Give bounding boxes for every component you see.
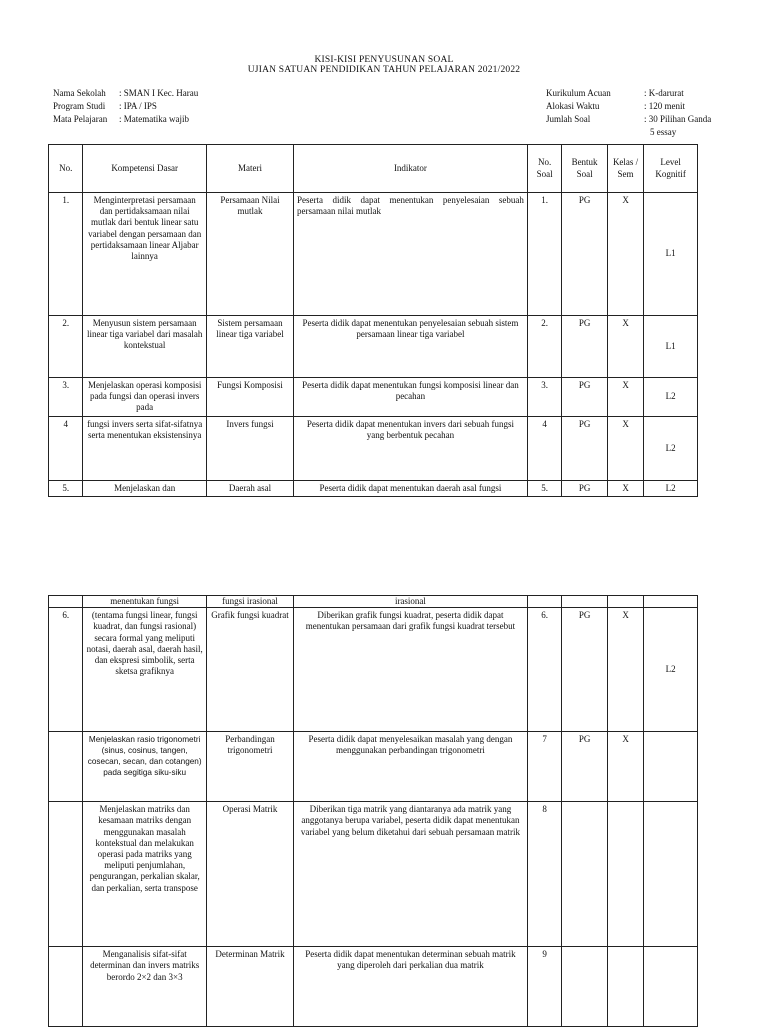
table-row bbox=[49, 416, 698, 480]
cell-nosoal: 9 bbox=[527, 947, 561, 1027]
cell-nosoal: 1. bbox=[527, 193, 561, 316]
cell-indikator: Peserta didik dapat menentukan invers dari sebuah fungsi yang berbentuk pecahan bbox=[294, 416, 528, 480]
info-value: : K-darurat bbox=[644, 88, 684, 98]
info-label bbox=[546, 127, 642, 138]
info-left bbox=[51, 86, 200, 127]
cell-no bbox=[49, 596, 83, 608]
doc-title-1: KISI-KISI PENYUSUNAN SOAL bbox=[314, 55, 454, 65]
cell-kd: fungsi invers serta sifat-sifatnya serta menentukan eksistensinya bbox=[83, 416, 207, 480]
cell-no: 6. bbox=[49, 608, 83, 732]
cell-materi: Sistem persamaan linear tiga variabel bbox=[206, 316, 293, 378]
cell-bentuk bbox=[562, 596, 608, 608]
table-row-continuation bbox=[49, 596, 698, 608]
col-header-no: No. bbox=[49, 145, 83, 193]
table-row bbox=[49, 802, 698, 947]
cell-no: 4 bbox=[49, 416, 83, 480]
cell-materi: Operasi Matrik bbox=[206, 802, 293, 947]
table-row bbox=[49, 480, 698, 496]
col-header-nosoal: No. Soal bbox=[527, 145, 561, 193]
cell-indikator: Peserta didik dapat menentukan penyelesaian sebuah persamaan nilai mutlak bbox=[294, 193, 528, 316]
cell-kd: Menyusun sistem persamaan linear tiga variabel dari masalah kontekstual bbox=[83, 316, 207, 378]
cell-indikator: Peserta didik dapat menyelesaikan masalah yang dengan menggunakan perbandingan trigonometri bbox=[294, 732, 528, 802]
cell-bentuk: PG bbox=[562, 316, 608, 378]
cell-materi: fungsi irasional bbox=[206, 596, 293, 608]
cell-materi: Perbandingan trigonometri bbox=[206, 732, 293, 802]
doc-title-2: UJIAN SATUAN PENDIDIKAN TAHUN PELAJARAN 2021/2022 bbox=[247, 65, 521, 75]
table-row bbox=[49, 732, 698, 802]
cell-indikator: Peserta didik dapat menentukan fungsi komposisi linear dan pecahan bbox=[294, 378, 528, 417]
cell-no: 5. bbox=[49, 480, 83, 496]
cell-kelas: X bbox=[607, 480, 643, 496]
cell-level bbox=[644, 596, 698, 608]
cell-materi: Grafik fungsi kuadrat bbox=[206, 608, 293, 732]
cell-level: L2 bbox=[644, 378, 698, 417]
col-header-bentuk: Bentuk Soal bbox=[562, 145, 608, 193]
cell-indikator: Diberikan tiga matrik yang diantaranya ada matrik yang anggotanya berupa variabel, peserta didik dapat menentukan variabel yang belum diketahui dari sebuah persamaan matrik bbox=[294, 802, 528, 947]
info-label: Kurikulum Acuan bbox=[546, 88, 611, 98]
cell-level: L2 bbox=[644, 416, 698, 480]
cell-kd: Menjelaskan matriks dan kesamaan matriks dengan menggunakan masalah kontekstual dan melakukan operasi pada matriks yang meliputi penjumlahan, pengurangan, perkalian skalar, dan perkalian, serta transpose bbox=[83, 802, 207, 947]
cell-bentuk: PG bbox=[562, 732, 608, 802]
cell-materi: Persamaan Nilai mutlak bbox=[206, 193, 293, 316]
cell-materi: Determinan Matrik bbox=[206, 947, 293, 1027]
cell-materi: Daerah asal bbox=[206, 480, 293, 496]
cell-materi: Fungsi Komposisi bbox=[206, 378, 293, 417]
cell-bentuk: PG bbox=[562, 193, 608, 316]
cell-level: L2 bbox=[644, 480, 698, 496]
cell-nosoal: 3. bbox=[527, 378, 561, 417]
cell-indikator: Peserta didik dapat menentukan daerah asal fungsi bbox=[294, 480, 528, 496]
cell-nosoal: 4 bbox=[527, 416, 561, 480]
cell-kd: (tentama fungsi linear, fungsi kuadrat, dan fungsi rasional) secara formal yang meliputi notasi, daerah asal, daerah hasil, dan ekspresi simbolik, serta sketsa grafiknya bbox=[83, 608, 207, 732]
cell-level bbox=[644, 802, 698, 947]
cell-indikator: Peserta didik dapat menentukan determinan sebuah matrik yang diperoleh dari perkalian dua matrik bbox=[294, 947, 528, 1027]
table-row bbox=[49, 947, 698, 1027]
cell-kd: Menjelaskan operasi komposisi pada fungsi dan operasi invers pada bbox=[83, 378, 207, 417]
table-row bbox=[49, 316, 698, 378]
cell-indikator: irasional bbox=[294, 596, 528, 608]
cell-no bbox=[49, 947, 83, 1027]
table-row bbox=[49, 378, 698, 417]
kisi-table-page1 bbox=[48, 144, 698, 497]
cell-kelas: X bbox=[607, 416, 643, 480]
cell-kelas: X bbox=[607, 608, 643, 732]
info-label: Nama Sekolah bbox=[53, 88, 106, 98]
cell-bentuk: PG bbox=[562, 480, 608, 496]
cell-level bbox=[644, 947, 698, 1027]
cell-kelas bbox=[607, 596, 643, 608]
cell-no: 2. bbox=[49, 316, 83, 378]
table-row bbox=[49, 608, 698, 732]
cell-kd: Menjelaskan rasio trigonometri (sinus, cosinus, tangen, cosecan, secan, dan cotangen) pada segitiga siku-siku bbox=[83, 732, 207, 802]
cell-level: L2 bbox=[644, 608, 698, 732]
cell-indikator: Diberikan grafik fungsi kuadrat, peserta didik dapat menentukan persamaan dari grafik fungsi kuadrat tersebut bbox=[294, 608, 528, 732]
info-right bbox=[544, 86, 713, 140]
cell-no: 3. bbox=[49, 378, 83, 417]
cell-level: L1 bbox=[644, 316, 698, 378]
info-value: : IPA / IPS bbox=[119, 101, 157, 111]
cell-nosoal: 7 bbox=[527, 732, 561, 802]
cell-no: 1. bbox=[49, 193, 83, 316]
cell-nosoal: 6. bbox=[527, 608, 561, 732]
cell-no bbox=[49, 732, 83, 802]
cell-kelas bbox=[607, 947, 643, 1027]
cell-bentuk bbox=[562, 947, 608, 1027]
table-header-row bbox=[49, 145, 698, 193]
cell-kelas: X bbox=[607, 193, 643, 316]
cell-indikator: Peserta didik dapat menentukan penyelesaian sebuah sistem persamaan linear tiga variabel bbox=[294, 316, 528, 378]
cell-kd: Menjelaskan dan bbox=[83, 480, 207, 496]
cell-kd: Menganalisis sifat-sifat determinan dan invers matriks berordo 2×2 dan 3×3 bbox=[83, 947, 207, 1027]
col-header-materi: Materi bbox=[206, 145, 293, 193]
info-value: : Matematika wajib bbox=[119, 114, 189, 124]
cell-nosoal bbox=[527, 596, 561, 608]
cell-kd: Menginterpretasi persamaan dan pertidaksamaan nilai mutlak dari bentuk linear satu variabel dengan persamaan dan pertidaksamaan linear Aljabar lainnya bbox=[83, 193, 207, 316]
cell-kelas: X bbox=[607, 316, 643, 378]
col-header-indikator: Indikator bbox=[294, 145, 528, 193]
info-value: : 120 menit bbox=[644, 101, 685, 111]
cell-nosoal: 5. bbox=[527, 480, 561, 496]
cell-nosoal: 8 bbox=[527, 802, 561, 947]
info-label: Jumlah Soal bbox=[546, 114, 591, 124]
cell-bentuk: PG bbox=[562, 608, 608, 732]
col-header-kelas: Kelas / Sem bbox=[607, 145, 643, 193]
col-header-level: Level Kognitif bbox=[644, 145, 698, 193]
info-value: 5 essay bbox=[650, 127, 677, 137]
cell-bentuk bbox=[562, 802, 608, 947]
cell-nosoal: 2. bbox=[527, 316, 561, 378]
cell-level: L1 bbox=[644, 193, 698, 316]
info-value: : 30 Pilihan Ganda bbox=[644, 114, 712, 124]
cell-bentuk: PG bbox=[562, 416, 608, 480]
kisi-table-page2 bbox=[48, 595, 698, 1027]
cell-kelas: X bbox=[607, 378, 643, 417]
table-row bbox=[49, 193, 698, 316]
cell-bentuk: PG bbox=[562, 378, 608, 417]
cell-kd: menentukan fungsi bbox=[83, 596, 207, 608]
cell-kelas bbox=[607, 802, 643, 947]
col-header-kd: Kompetensi Dasar bbox=[83, 145, 207, 193]
cell-level bbox=[644, 732, 698, 802]
info-label: Program Studi bbox=[53, 101, 106, 111]
info-label: Alokasi Waktu bbox=[546, 101, 600, 111]
cell-no bbox=[49, 802, 83, 947]
cell-materi: Invers fungsi bbox=[206, 416, 293, 480]
info-label: Mata Pelajaran bbox=[53, 114, 108, 124]
info-value: : SMAN I Kec. Harau bbox=[119, 88, 199, 98]
cell-kelas: X bbox=[607, 732, 643, 802]
